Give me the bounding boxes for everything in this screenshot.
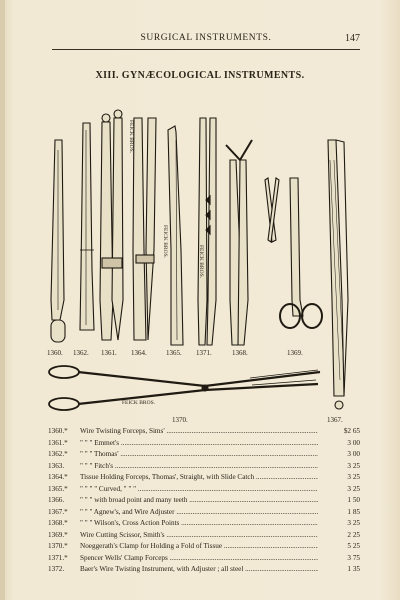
- item-number: 1362.*: [48, 450, 68, 458]
- figure-label-1369: 1369.: [287, 349, 303, 357]
- price-list: [48, 426, 360, 576]
- instrument-1360-image: [51, 140, 65, 342]
- list-item: [48, 530, 360, 542]
- list-item: [48, 438, 360, 450]
- list-item: [48, 518, 360, 530]
- figure-label-1365: 1365.: [166, 349, 182, 357]
- item-description: " " " with broad point and many teeth .....: [80, 495, 318, 507]
- instrument-1368-image: [226, 140, 252, 345]
- item-description: " " " Emmet's .....: [80, 438, 318, 450]
- figure-label-1367: 1367.: [327, 416, 343, 424]
- item-number: 1361.*: [48, 438, 68, 447]
- figure-label-1370: 1370.: [172, 416, 188, 424]
- item-price: 2 25: [334, 530, 360, 542]
- item-price: 3 75: [334, 553, 360, 565]
- item-description: Wire Twisting Forceps, Sims' .....: [80, 426, 318, 438]
- figure-label-1364: 1364.: [131, 349, 147, 357]
- item-number: 1369.*: [48, 530, 68, 539]
- list-item: [48, 541, 360, 553]
- list-item: [48, 553, 360, 565]
- list-item: [48, 426, 360, 438]
- item-description: Noeggerath's Clamp for Holding a Fold of Tissue .....: [80, 541, 318, 553]
- item-price: 3 00: [334, 449, 360, 461]
- item-price: 1 50: [334, 495, 360, 507]
- item-price: 3 00: [334, 438, 360, 450]
- list-item: [48, 461, 360, 473]
- figure-label-1368: 1368.: [232, 349, 248, 357]
- item-description: " " " Agnew's, and Wire Adjuster .....: [80, 507, 318, 519]
- item-price: $2 65: [334, 426, 360, 438]
- list-item: [48, 564, 360, 576]
- instrument-1365-image: [168, 126, 183, 345]
- instrument-1362-image: [80, 123, 94, 330]
- figure-label-1360: 1360.: [47, 349, 63, 357]
- item-description: " " " Thomas' .....: [80, 449, 318, 461]
- instrument-1364-image: [133, 118, 156, 340]
- item-number: 1372.: [48, 565, 65, 573]
- item-number: 1367.*: [48, 507, 68, 516]
- item-number: 1360.*: [48, 427, 68, 435]
- item-price: 3 25: [334, 484, 360, 496]
- section-title: XIII. GYNÆCOLOGICAL INSTRUMENTS.: [95, 70, 305, 81]
- list-item: [48, 495, 360, 507]
- item-price: 3 25: [334, 518, 360, 530]
- list-item: [48, 507, 360, 519]
- item-number: 1366.: [48, 496, 65, 504]
- page-number: 147: [345, 33, 360, 44]
- list-item: [48, 484, 360, 496]
- item-number: 1370.*: [48, 542, 68, 550]
- item-price: 3 25: [334, 461, 360, 473]
- list-item: [48, 472, 360, 484]
- item-description: " " " " Curved, " " " .....: [80, 484, 318, 496]
- instrument-1361-image: [100, 110, 123, 340]
- instrument-1367-image: [328, 140, 348, 409]
- item-description: " " " Wilson's, Cross Action Points .....: [80, 518, 318, 530]
- item-number: 1364.*: [48, 473, 68, 481]
- maker-mark: FEICK BROS.: [128, 120, 134, 154]
- instrument-1370-image: [49, 366, 320, 410]
- maker-mark: FEICK BROS.: [122, 400, 156, 406]
- list-item: [48, 449, 360, 461]
- instrument-1369-image: [265, 178, 322, 328]
- item-description: Wire Cutting Scissor, Smith's .....: [80, 530, 318, 542]
- item-description: Tissue Holding Forceps, Thomas', Straight, with Slide Catch .....: [80, 472, 318, 484]
- figure-label-1371: 1371.: [196, 349, 212, 357]
- figure-label-1361: 1361.: [101, 349, 117, 357]
- item-description: Spencer Wells' Clamp Forceps .....: [80, 553, 318, 565]
- maker-mark: FEICK BROS.: [162, 225, 168, 259]
- item-number: 1368.*: [48, 519, 68, 527]
- item-price: 3 25: [334, 472, 360, 484]
- figure-label-1362: 1362.: [73, 349, 89, 357]
- item-number: 1365.*: [48, 484, 68, 493]
- running-head: SURGICAL INSTRUMENTS.: [140, 33, 272, 43]
- item-price: 1 35: [334, 564, 360, 576]
- instrument-1371-image: [198, 118, 216, 345]
- item-price: 1 85: [334, 507, 360, 519]
- item-description: Baer's Wire Twisting Instrument, with Adjuster ; all steel .....: [80, 564, 318, 576]
- item-description: " " " Fitch's .....: [80, 461, 318, 473]
- item-number: 1371.*: [48, 553, 68, 562]
- maker-mark: FEICK BROS.: [198, 245, 204, 279]
- item-number: 1363.: [48, 461, 65, 470]
- item-price: 5 25: [334, 541, 360, 553]
